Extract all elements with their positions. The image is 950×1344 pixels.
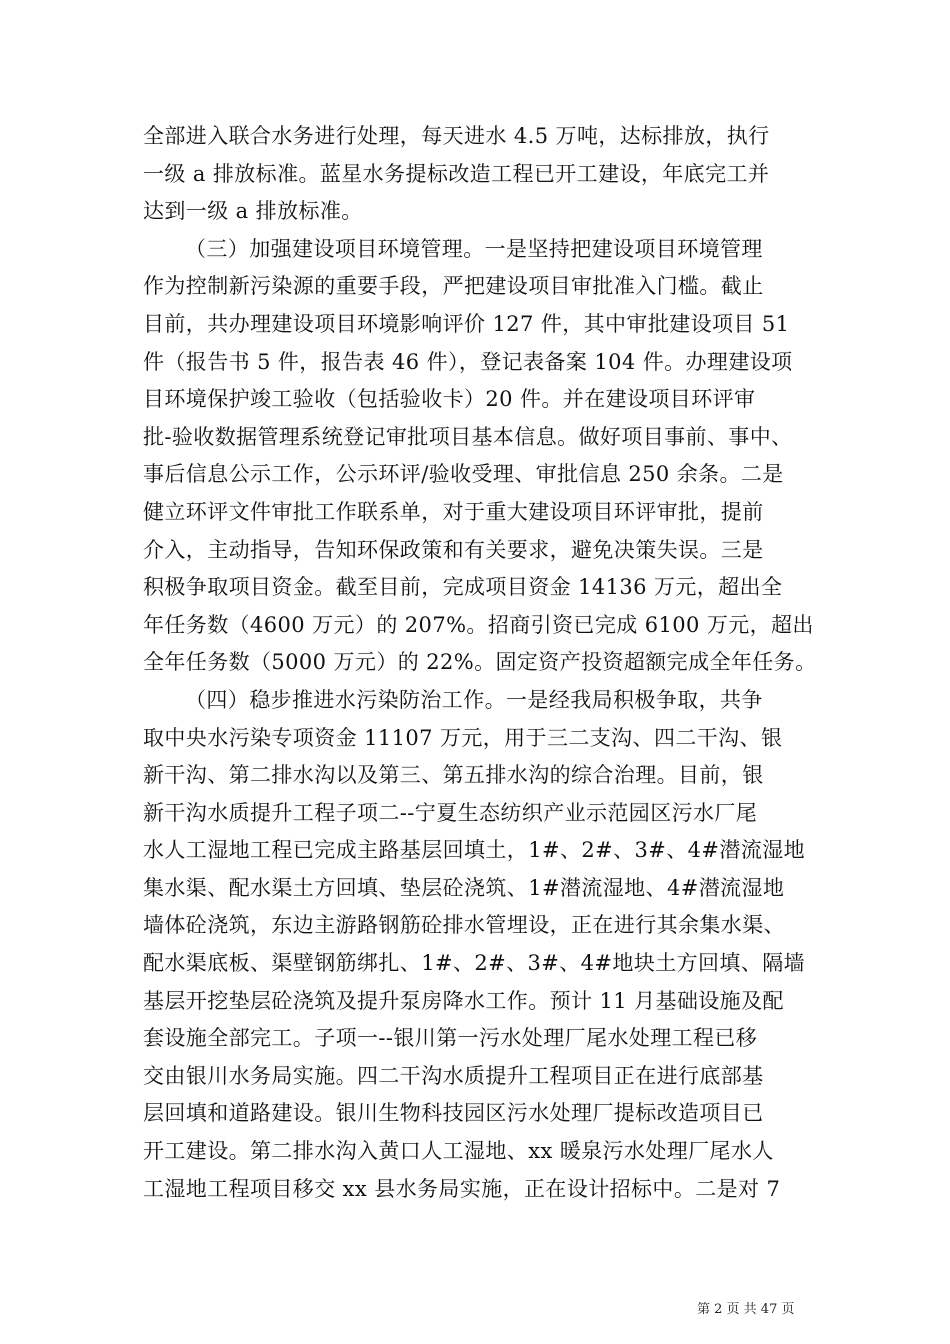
text-line: 目环境保护竣工验收（包括验收卡）20 件。并在建设项目环评审 [143,387,756,412]
text-line: 基层开挖垫层砼浇筑及提升泵房降水工作。预计 11 月基础设施及配 [143,988,784,1013]
text-line: 新干沟水质提升工程子项二--宁夏生态纺织产业示范园区污水厂尾 [143,800,758,825]
text-line: 作为控制新污染源的重要手段，严把建设项目审批准入门槛。截止 [143,274,764,299]
text-line: 年任务数（4600 万元）的 207%。招商引资已完成 6100 万元，超出 [143,612,814,637]
body-text [143,118,817,1208]
text-line: 工湿地工程项目移交 xx 县水务局实施，正在设计招标中。二是对 7 [143,1176,781,1201]
text-line: 水人工湿地工程已完成主路基层回填土，1#、2#、3#、4#潜流湿地 [143,838,806,863]
section-heading-line: （四）稳步推进水污染防治工作。一是经我局积极争取，共争 [185,687,763,712]
text-line: 配水渠底板、渠壁钢筋绑扎、1#、2#、3#、4#地块土方回填、隔墙 [143,951,806,976]
text-line: 开工建设。第二排水沟入黄口人工湿地、xx 暖泉污水处理厂尾水人 [143,1139,774,1164]
text-line: 事后信息公示工作，公示环评/验收受理、审批信息 250 余条。二是 [143,462,784,487]
text-line: 套设施全部完工。子项一--银川第一污水处理厂尾水处理工程已移 [143,1026,758,1051]
text-line: 件（报告书 5 件，报告表 46 件），登记表备案 104 件。办理建设项 [143,349,793,374]
text-line: 墙体砼浇筑，东边主游路钢筋砼排水管埋设，正在进行其余集水渠、 [143,913,785,938]
text-line: 新干沟、第二排水沟以及第三、第五排水沟的综合治理。目前，银 [143,763,764,788]
text-line: 介入，主动指导，告知环保政策和有关要求，避免决策失误。三是 [143,537,764,562]
text-line: 健立环评文件审批工作联系单，对于重大建设项目环评审批，提前 [143,499,764,524]
text-line: 积极争取项目资金。截至目前，完成项目资金 14136 万元，超出全 [143,575,783,600]
text-line: 全年任务数（5000 万元）的 22%。固定资产投资超额完成全年任务。 [143,650,817,675]
text-line: 层回填和道路建设。银川生物科技园区污水处理厂提标改造项目已 [143,1101,764,1126]
text-line: 全部进入联合水务进行处理，每天进水 4.5 万吨，达标排放，执行 [143,124,770,148]
text-line: 交由银川水务局实施。四二干沟水质提升工程项目正在进行底部基 [143,1063,764,1088]
text-line: 集水渠、配水渠土方回填、垫层砼浇筑、1#潜流湿地、4#潜流湿地 [143,875,785,900]
text-line: 取中央水污染专项资金 11107 万元，用于三二支沟、四二干沟、银 [143,725,783,750]
text-line: 目前，共办理建设项目环境影响评价 127 件，其中审批建设项目 51 [143,311,790,336]
text-line: 批-验收数据管理系统登记审批项目基本信息。做好项目事前、事中、 [143,424,793,449]
text-line: 一级 a 排放标准。蓝星水务提标改造工程已开工建设，年底完工并 [143,161,770,186]
text-line: 达到一级 a 排放标准。 [143,199,363,224]
page-number-footer: 第 2 页 共 47 页 [697,1302,795,1317]
section-heading-line: （三）加强建设项目环境管理。一是坚持把建设项目环境管理 [185,236,763,261]
